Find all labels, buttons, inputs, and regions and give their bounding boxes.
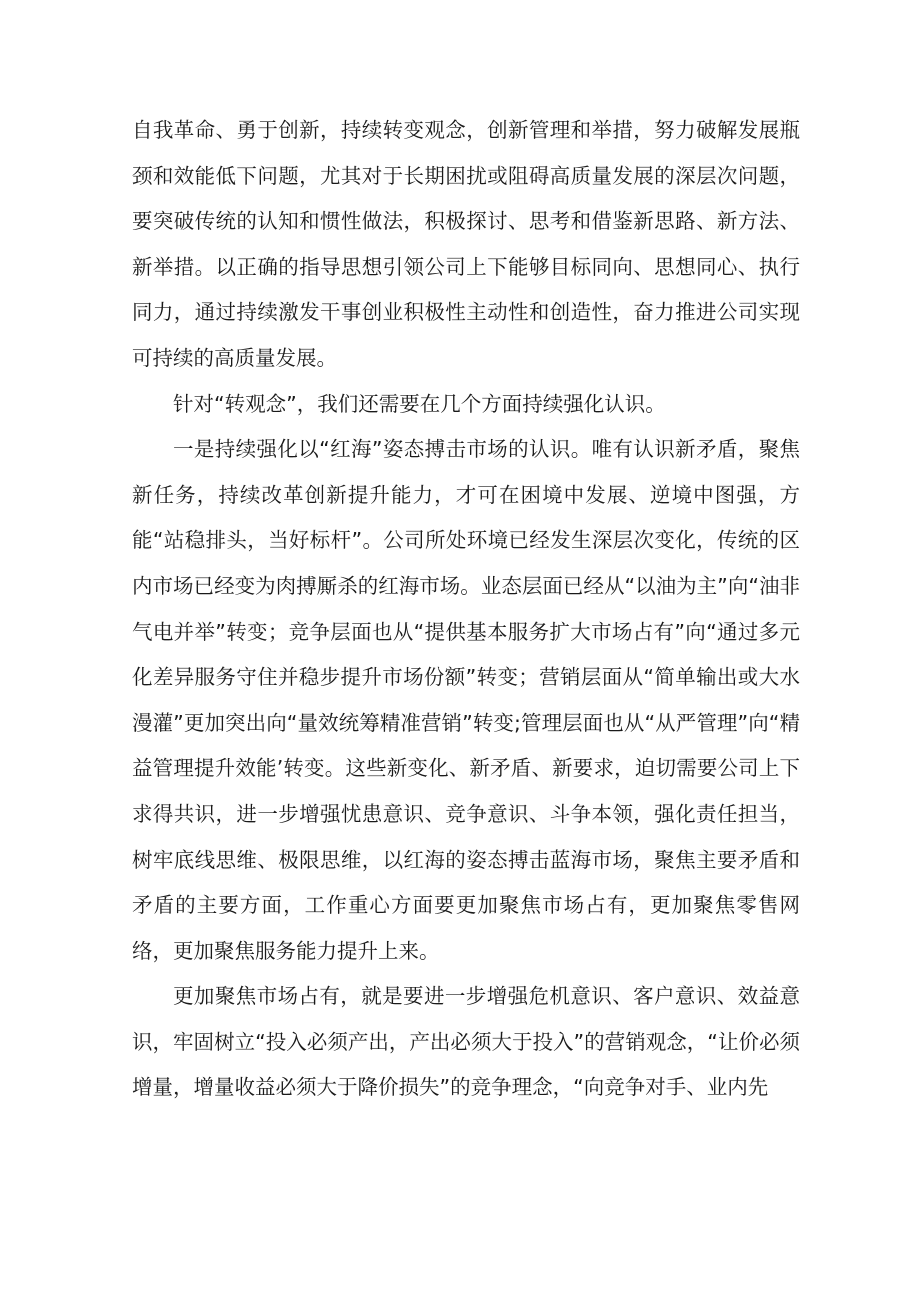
paragraph-continuation: 自我革命、勇于创新，持续转变观念，创新管理和举措，努力破解发展瓶颈和效能低下问题，尤其对于长期困扰或阻碍高质量发展的深层次问题，要突破传统的认知和惯性做法，积极探讨、思考和借鉴新思路、新方法、新举措。以正确的指导思想引领公司上下能够目标同向、思想同心、执行同力，通过持续激发干事创业积极性主动性和创造性，奋力推进公司实现可持续的高质量发展。 bbox=[132, 118, 800, 370]
document-body bbox=[132, 108, 800, 1111]
paragraph-transform-mindset-intro: 针对“转观念”，我们还需要在几个方面持续强化认识。 bbox=[173, 391, 666, 416]
paragraph-red-sea-market: 一是持续强化以“红海”姿态搏击市场的认识。唯有认识新矛盾，聚焦新任务，持续改革创新提升能力，才可在困境中发展、逆境中图强，方能“站稳排头，当好标杆”。公司所处环境已经发生深层次变化，传统的区内市场已经变为肉搏厮杀的红海市场。业态层面已经从“以油为主”向“油非气电并举”转变；竞争层面也从“提供基本服务扩大市场占有”向“通过多元化差异服务守住并稳步提升市场份额”转变；营销层面从“简单输出或大水漫灌”更加突出向“量效统筹精准营销”转变;管理层面也从“从严管理”向“精益管理提升效能’转变。这些新变化、新矛盾、新要求，迫切需要公司上下求得共识，进一步增强忧患意识、竞争意识、斗争本领，强化责任担当，树牢底线思维、极限思维，以红海的姿态搏击蓝海市场，聚焦主要矛盾和矛盾的主要方面，工作重心方面要更加聚焦市场占有，更加聚焦零售网络，更加聚焦服务能力提升上来。 bbox=[132, 437, 800, 963]
paragraph-market-share-focus: 更加聚焦市场占有，就是要进一步增强危机意识、客户意识、效益意识，牢固树立“投入必须产出，产出必须大于投入”的营销观念，“让价必须增量，增量收益必须大于降价损失”的竞争理念，“向竞争对手、业内先 bbox=[132, 984, 800, 1100]
